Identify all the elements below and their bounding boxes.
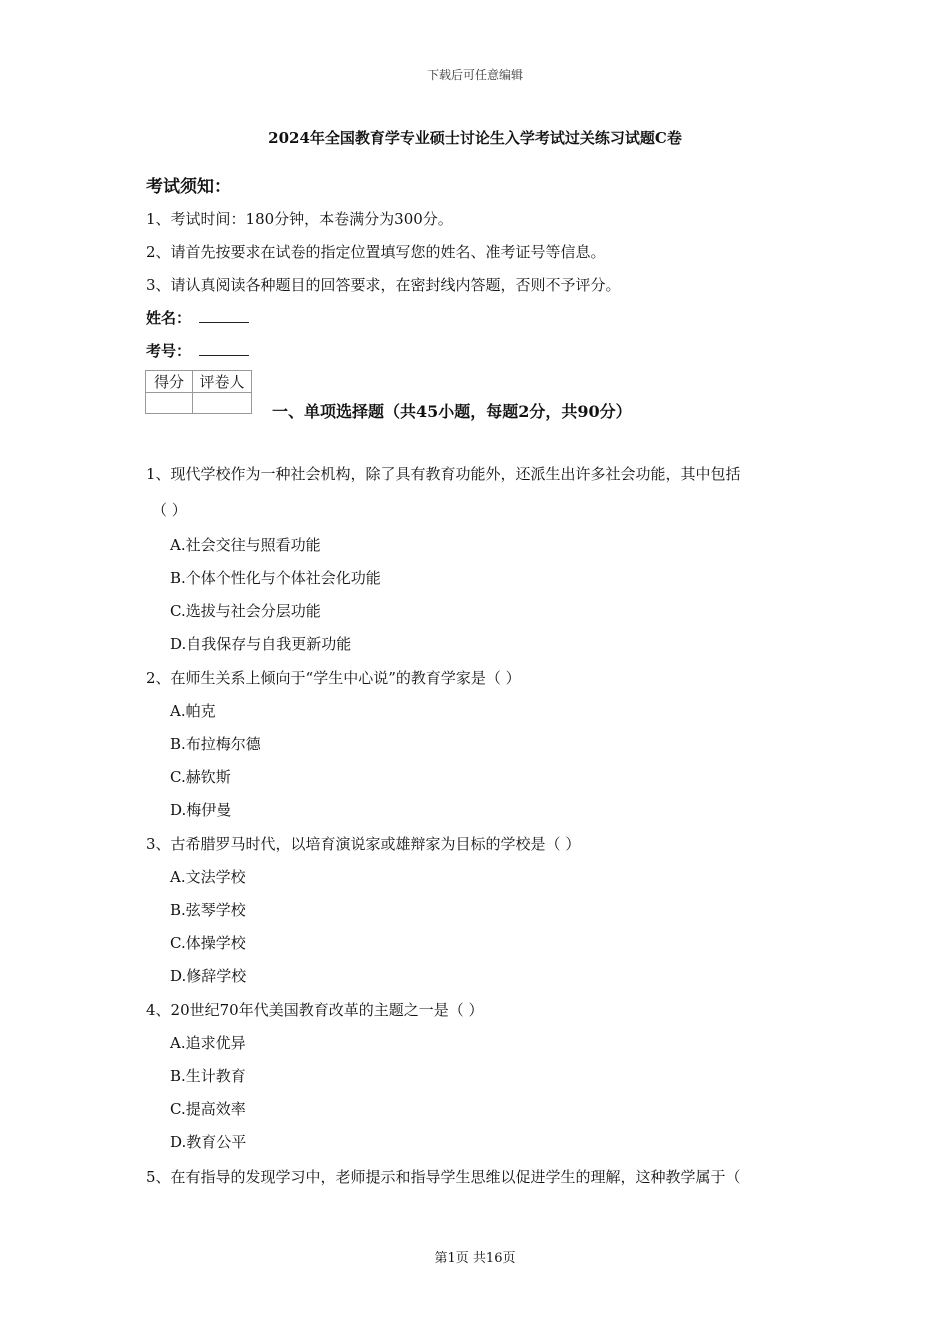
question-3-option-c: C.体操学校 — [170, 934, 246, 952]
notice-item-2: 2、请首先按要求在试卷的指定位置填写您的姓名、准考证号等信息。 — [146, 243, 606, 261]
notice-item-3: 3、请认真阅读各种题目的回答要求，在密封线内答题，否则不予评分。 — [146, 276, 621, 294]
document-title: 2024年全国教育学专业硕士讨论生入学考试过关练习试题C卷 — [268, 129, 682, 147]
question-4-option-b: B.生计教育 — [170, 1067, 246, 1085]
notice-heading: 考试须知： — [146, 177, 231, 197]
question-3-option-b: B.弦琴学校 — [170, 901, 246, 919]
exam-id-field — [146, 340, 249, 361]
question-5-stem: 5、在有指导的发现学习中，老师提示和指导学生思维以促进学生的理解，这种教学属于（ — [146, 1168, 741, 1186]
question-4-option-d: D.教育公平 — [170, 1133, 247, 1151]
question-2-stem: 2、在师生关系上倾向于“学生中心说”的教育学家是（ ） — [146, 669, 521, 687]
section-title: 一、单项选择题（共45小题，每题2分，共90分） — [272, 402, 632, 421]
question-2-option-b: B.布拉梅尔德 — [170, 735, 261, 753]
question-1-option-c: C.选拔与社会分层功能 — [170, 602, 321, 620]
question-2-option-c: C.赫钦斯 — [170, 768, 231, 786]
question-1-option-d: D.自我保存与自我更新功能 — [170, 635, 352, 653]
grader-header: 评卷人 — [193, 371, 252, 393]
exam-id-label: 考号： — [146, 342, 192, 360]
question-3-option-a: A.文法学校 — [170, 868, 246, 886]
exam-id-blank[interactable] — [199, 341, 249, 356]
question-2-option-a: A.帕克 — [170, 702, 216, 720]
name-label: 姓名： — [146, 309, 192, 327]
score-cell[interactable] — [146, 393, 193, 414]
question-1-blank: （ ） — [152, 501, 187, 519]
question-3-stem: 3、古希腊罗马时代，以培育演说家或雄辩家为目标的学校是（ ） — [146, 835, 581, 853]
question-3-option-d: D.修辞学校 — [170, 967, 247, 985]
question-2-option-d: D.梅伊曼 — [170, 801, 232, 819]
score-table — [145, 370, 252, 414]
name-blank[interactable] — [199, 308, 249, 323]
question-1-option-b: B.个体个性化与个体社会化功能 — [170, 569, 381, 587]
page-number: 第1页 共16页 — [434, 1251, 516, 1266]
question-4-option-c: C.提高效率 — [170, 1100, 246, 1118]
download-note: 下载后可任意编辑 — [426, 68, 523, 82]
question-1-option-a: A.社会交往与照看功能 — [170, 536, 321, 554]
grader-cell[interactable] — [193, 393, 252, 414]
question-4-stem: 4、20世纪70年代美国教育改革的主题之一是（ ） — [146, 1001, 484, 1019]
name-field — [146, 307, 249, 328]
question-1-stem: 1、现代学校作为一种社会机构，除了具有教育功能外，还派生出许多社会功能，其中包括 — [146, 465, 741, 483]
question-4-option-a: A.追求优异 — [170, 1034, 246, 1052]
notice-item-1: 1、考试时间：180分钟，本卷满分为300分。 — [146, 210, 453, 228]
score-header: 得分 — [146, 371, 193, 393]
